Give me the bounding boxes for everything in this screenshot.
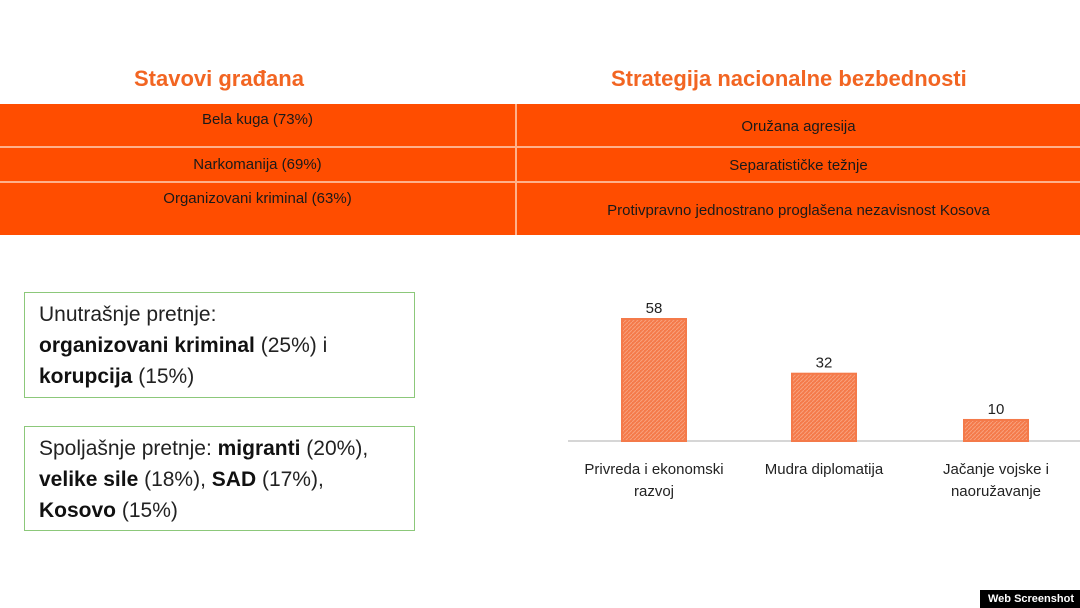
threat-percent: (15%) xyxy=(116,499,178,522)
bar-value-label: 32 xyxy=(815,354,833,372)
threat-percent: (25%) i xyxy=(254,334,328,357)
table-cell-right: Oružana agresija xyxy=(741,118,856,135)
table-cell-right: Protivpravno jednostrano proglašena nezavisnost Kosova xyxy=(607,202,990,219)
external-threats-heading: Spoljašnje pretnje: xyxy=(39,437,218,460)
threat-name: korupcija xyxy=(39,365,133,388)
bar-value-label: 58 xyxy=(645,300,663,317)
bar xyxy=(792,374,856,441)
table-cell-left: Bela kuga (73%) xyxy=(202,111,313,128)
bar xyxy=(964,420,1028,441)
threat-percent: (20%), xyxy=(300,437,369,460)
row-divider xyxy=(0,181,1080,183)
left-column-title: Stavovi građana xyxy=(134,66,304,91)
table-cell-right: Separatističke težnje xyxy=(729,157,868,174)
threat-percent: (18%), xyxy=(138,468,212,491)
threat-name: velike sile xyxy=(39,468,139,491)
threat-percent: (15%) xyxy=(132,365,195,388)
bar-value-label: 10 xyxy=(987,400,1005,418)
bar xyxy=(622,319,686,441)
internal-threats-heading: Unutrašnje pretnje: xyxy=(39,303,217,326)
right-column-title: Strategija nacionalne bezbednosti xyxy=(611,66,967,91)
threat-name: migranti xyxy=(217,437,301,460)
category-tick-label: Mudra diplomatija xyxy=(764,461,884,478)
category-tick-label: razvoj xyxy=(633,483,675,500)
threat-name: organizovani kriminal xyxy=(39,334,255,357)
threat-name: SAD xyxy=(211,468,257,491)
watermark: Web Screenshot xyxy=(980,590,1080,608)
category-tick-label: naoružavanje xyxy=(950,483,1042,500)
internal-threat-item xyxy=(39,361,414,392)
threat-percent: (17%), xyxy=(256,468,324,491)
table-cell-left: Organizovani kriminal (63%) xyxy=(163,190,352,207)
category-tick-label: Jačanje vojske i xyxy=(943,461,1049,478)
bar-chart xyxy=(560,290,1080,520)
category-tick-label: Privreda i ekonomski xyxy=(584,461,724,478)
internal-threat-item xyxy=(39,330,414,361)
row-divider xyxy=(0,146,1080,148)
internal-threats-box xyxy=(24,292,415,398)
table-cell-left: Narkomanija (69%) xyxy=(193,156,322,173)
threat-name: Kosovo xyxy=(39,499,117,522)
external-threats-box xyxy=(24,426,415,531)
